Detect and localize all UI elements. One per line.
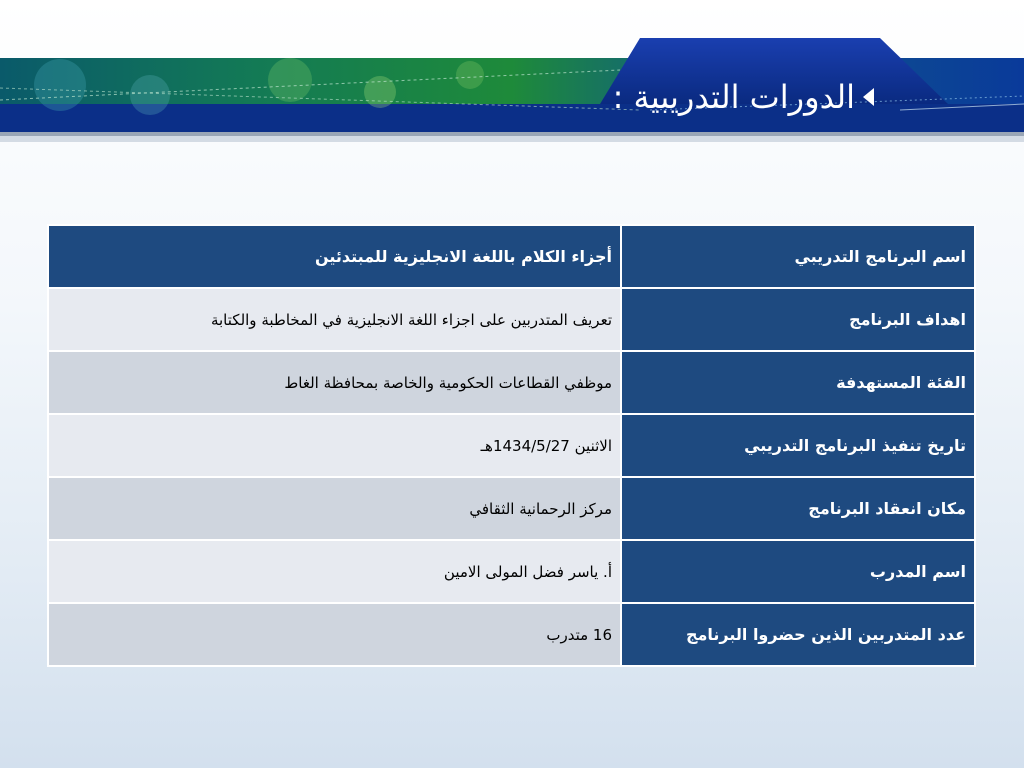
row-label: اهداف البرنامج [621, 288, 975, 351]
table-row [48, 603, 975, 666]
table-row [48, 288, 975, 351]
program-info-table [47, 224, 976, 667]
slide-title [613, 74, 874, 120]
row-value: تعريف المتدربين على اجزاء اللغة الانجليزية في المخاطبة والكتابة [48, 288, 621, 351]
row-value: أ. ياسر فضل المولى الامين [48, 540, 621, 603]
row-value: 16 متدرب [48, 603, 621, 666]
row-label: تاريخ تنفيذ البرنامج التدريبي [621, 414, 975, 477]
row-label: عدد المتدربين الذين حضروا البرنامج [621, 603, 975, 666]
row-value: موظفي القطاعات الحكومية والخاصة بمحافظة الغاط [48, 351, 621, 414]
table-row [48, 477, 975, 540]
row-label: اسم المدرب [621, 540, 975, 603]
slide-title-text: الدورات التدريبية : [612, 78, 855, 116]
table-row [48, 225, 975, 288]
row-value: أجزاء الكلام باللغة الانجليزية للمبتدئين [48, 225, 621, 288]
title-bullet-icon [863, 88, 874, 106]
table-row [48, 540, 975, 603]
row-label: اسم البرنامج التدريبي [621, 225, 975, 288]
row-label: مكان انعقاد البرنامج [621, 477, 975, 540]
table-row [48, 351, 975, 414]
row-value: الاثنين 1434/5/27هـ [48, 414, 621, 477]
row-value: مركز الرحمانية الثقافي [48, 477, 621, 540]
table-row [48, 414, 975, 477]
row-label: الفئة المستهدفة [621, 351, 975, 414]
